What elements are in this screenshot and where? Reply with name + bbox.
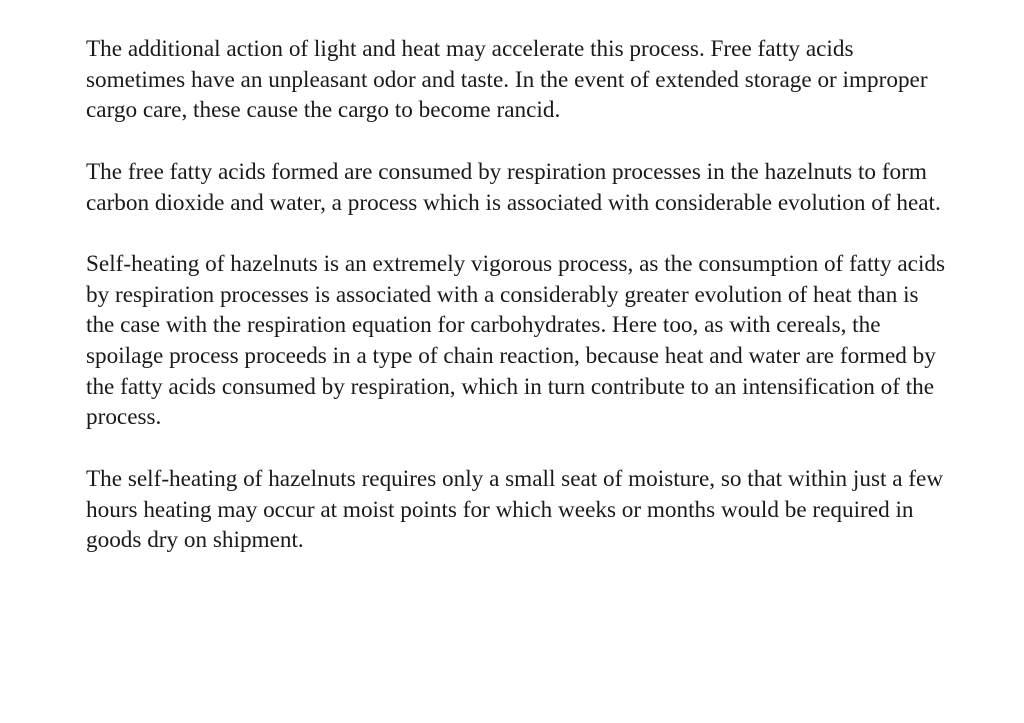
paragraph-moisture-heating: The self-heating of hazelnuts requires only a small seat of moisture, so that within just a few hours heating may occur at moist points for which weeks or months would be required in goods dry on shipment. — [86, 465, 944, 554]
paragraph-light-heat-rancid: The additional action of light and heat may accelerate this process. Free fatty acids sometimes have an unpleasant odor and taste. In the event of extended storage or improper cargo care, these cause the cargo to become rancid. — [86, 36, 928, 124]
paragraph-respiration-heat: The free fatty acids formed are consumed by respiration processes in the hazelnuts to form carbon dioxide and water, a process which is associated with considerable evolution of heat. — [86, 158, 941, 216]
paragraph-self-heating-chain-reaction: Self-heating of hazelnuts is an extremely vigorous process, as the consumption of fatty acids by respiration processes is associated with a considerably greater evolution of heat than is the case with the respiration equation for carbohydrates. Here too, as with cereals, the spoilage process proceeds in a type of chain reaction, because heat and water are formed by the fatty acids consumed by respiration, which in turn contribute to an intensification of the process. — [86, 250, 946, 431]
document-body — [86, 34, 946, 556]
